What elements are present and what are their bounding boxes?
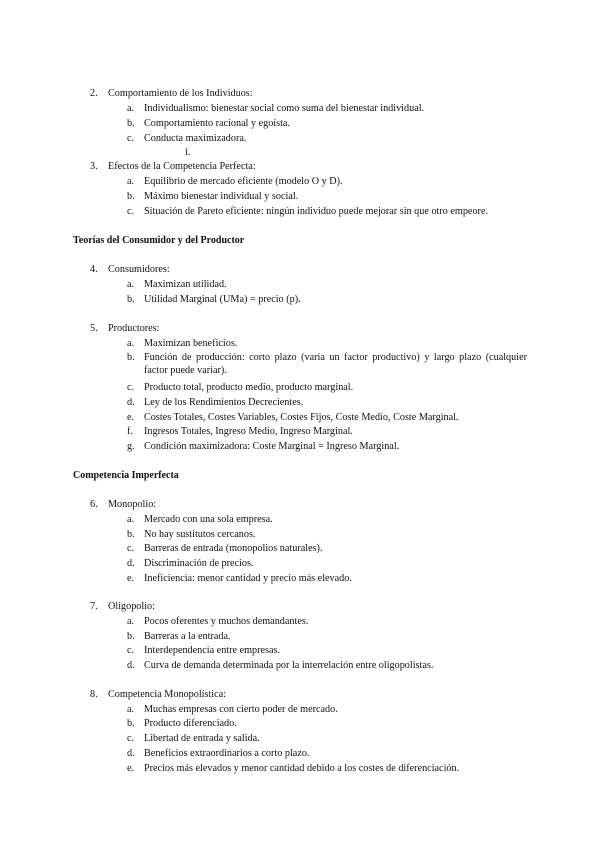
sub-item-letter: b.: [127, 529, 135, 540]
sub-item-text: Pocos oferentes y muchos demandantes.: [144, 616, 309, 627]
sub-item-letter: c.: [127, 133, 135, 144]
sub-item-letter: d.: [127, 748, 135, 759]
sub-item-text: No hay sustitutos cercanos.: [144, 529, 256, 540]
sub-item-text: Barreras a la entrada.: [144, 631, 231, 642]
sub-item-letter: a.: [127, 338, 135, 349]
sub-item-letter: b.: [127, 631, 135, 642]
sub-item-letter: e.: [127, 573, 135, 584]
sub-item-letter: g.: [127, 441, 135, 452]
item-title: Oligopolio:: [108, 601, 155, 612]
sub-item-text: Máximo bienestar individual y social.: [144, 191, 299, 202]
sub-item-text: Equilibrio de mercado eficiente (modelo O y D).: [144, 176, 343, 187]
item-title: Comportamiento de los Individuos:: [108, 88, 253, 99]
item-number: 8.: [90, 689, 98, 700]
sub-item-text: Condición maximizadora: Coste Marginal = Ingreso Marginal.: [144, 441, 400, 452]
sub-item-letter: a.: [127, 176, 135, 187]
item-number: 7.: [90, 601, 98, 612]
sub-sub-item-marker: i.: [185, 147, 191, 158]
sub-item-text: Libertad de entrada y salida.: [144, 733, 260, 744]
sub-item-text: Mercado con una sola empresa.: [144, 514, 273, 525]
sub-item-letter: b.: [127, 118, 135, 129]
item-number: 6.: [90, 499, 98, 510]
sub-item-text: Comportamiento racional y egoísta.: [144, 118, 290, 129]
sub-item-letter: d.: [127, 558, 135, 569]
sub-item-text: Producto diferenciado.: [144, 718, 237, 729]
sub-item-letter: a.: [127, 616, 135, 627]
sub-item-letter: e.: [127, 763, 135, 774]
sub-item-text: Producto total, producto medio, producto marginal.: [144, 382, 354, 393]
item-number: 4.: [90, 264, 98, 275]
sub-item-text: Barreras de entrada (monopolios naturales).: [144, 543, 323, 554]
sub-item-text: Utilidad Marginal (UMa) = precio (p).: [144, 294, 301, 305]
sub-item-text: Individualismo: bienestar social como suma del bienestar individual.: [144, 103, 425, 114]
sub-item-letter: a.: [127, 103, 135, 114]
item-title: Efectos de la Competencia Perfecta:: [108, 161, 256, 172]
item-title: Consumidores:: [108, 264, 170, 275]
sub-item-letter: c.: [127, 206, 135, 217]
section-heading: Competencia Imperfecta: [73, 470, 179, 481]
sub-item-letter: b.: [127, 294, 135, 305]
sub-item-letter: c.: [127, 382, 135, 393]
sub-item-text: Beneficios extraordinarios a corto plazo.: [144, 748, 310, 759]
sub-item-letter: c.: [127, 543, 135, 554]
sub-item-text: Ingresos Totales, Ingreso Medio, Ingreso Marginal.: [144, 426, 353, 437]
sub-item-letter: b.: [127, 191, 135, 202]
item-title: Monopolio:: [108, 499, 157, 510]
sub-item-letter: c.: [127, 733, 135, 744]
sub-item-text: Curva de demanda determinada por la interrelación entre oligopolistas.: [144, 660, 434, 671]
sub-item-text: Muchas empresas con cierto poder de mercado.: [144, 704, 338, 715]
item-number: 5.: [90, 323, 98, 334]
sub-item-text: Situación de Pareto eficiente: ningún individuo puede mejorar sin que otro empeore.: [144, 206, 489, 217]
sub-item-letter: d.: [127, 397, 135, 408]
sub-item: [0, 351, 600, 379]
sub-item-text: Maximizan beneficios.: [144, 338, 238, 349]
sub-item-text: Costes Totales, Costes Variables, Costes Fijos, Coste Medio, Coste Marginal.: [144, 412, 459, 423]
sub-item-text: Interdependencia entre empresas.: [144, 645, 281, 656]
sub-item-letter: a.: [127, 704, 135, 715]
sub-item-letter: f.: [127, 426, 133, 437]
sub-item-text: Maximizan utilidad.: [144, 279, 227, 290]
sub-item-text: Ineficiencia: menor cantidad y precio más elevado.: [144, 573, 352, 584]
sub-item-letter: d.: [127, 660, 135, 671]
sub-item-letter: a.: [127, 514, 135, 525]
section-heading: Teorías del Consumidor y del Productor: [73, 235, 245, 246]
sub-item-letter: c.: [127, 645, 135, 656]
sub-item-text: Función de producción: corto plazo (varía un factor productivo) y largo plazo (cualquier factor puede variar).: [144, 352, 527, 376]
item-number: 2.: [90, 88, 98, 99]
sub-item-letter: a.: [127, 279, 135, 290]
sub-item-text: Ley de los Rendimientos Decrecientes.: [144, 397, 304, 408]
sub-item-text: Discriminación de precios.: [144, 558, 254, 569]
sub-item-text: Conducta maximizadora.: [144, 133, 247, 144]
item-title: Competencia Monopolística:: [108, 689, 226, 700]
item-number: 3.: [90, 161, 98, 172]
sub-item-letter: b.: [127, 352, 135, 363]
item-title: Productores:: [108, 323, 160, 334]
sub-item-letter: b.: [127, 718, 135, 729]
sub-item-text: Precios más elevados y menor cantidad debido a los costes de diferenciación.: [144, 763, 460, 774]
sub-item-letter: e.: [127, 412, 135, 423]
